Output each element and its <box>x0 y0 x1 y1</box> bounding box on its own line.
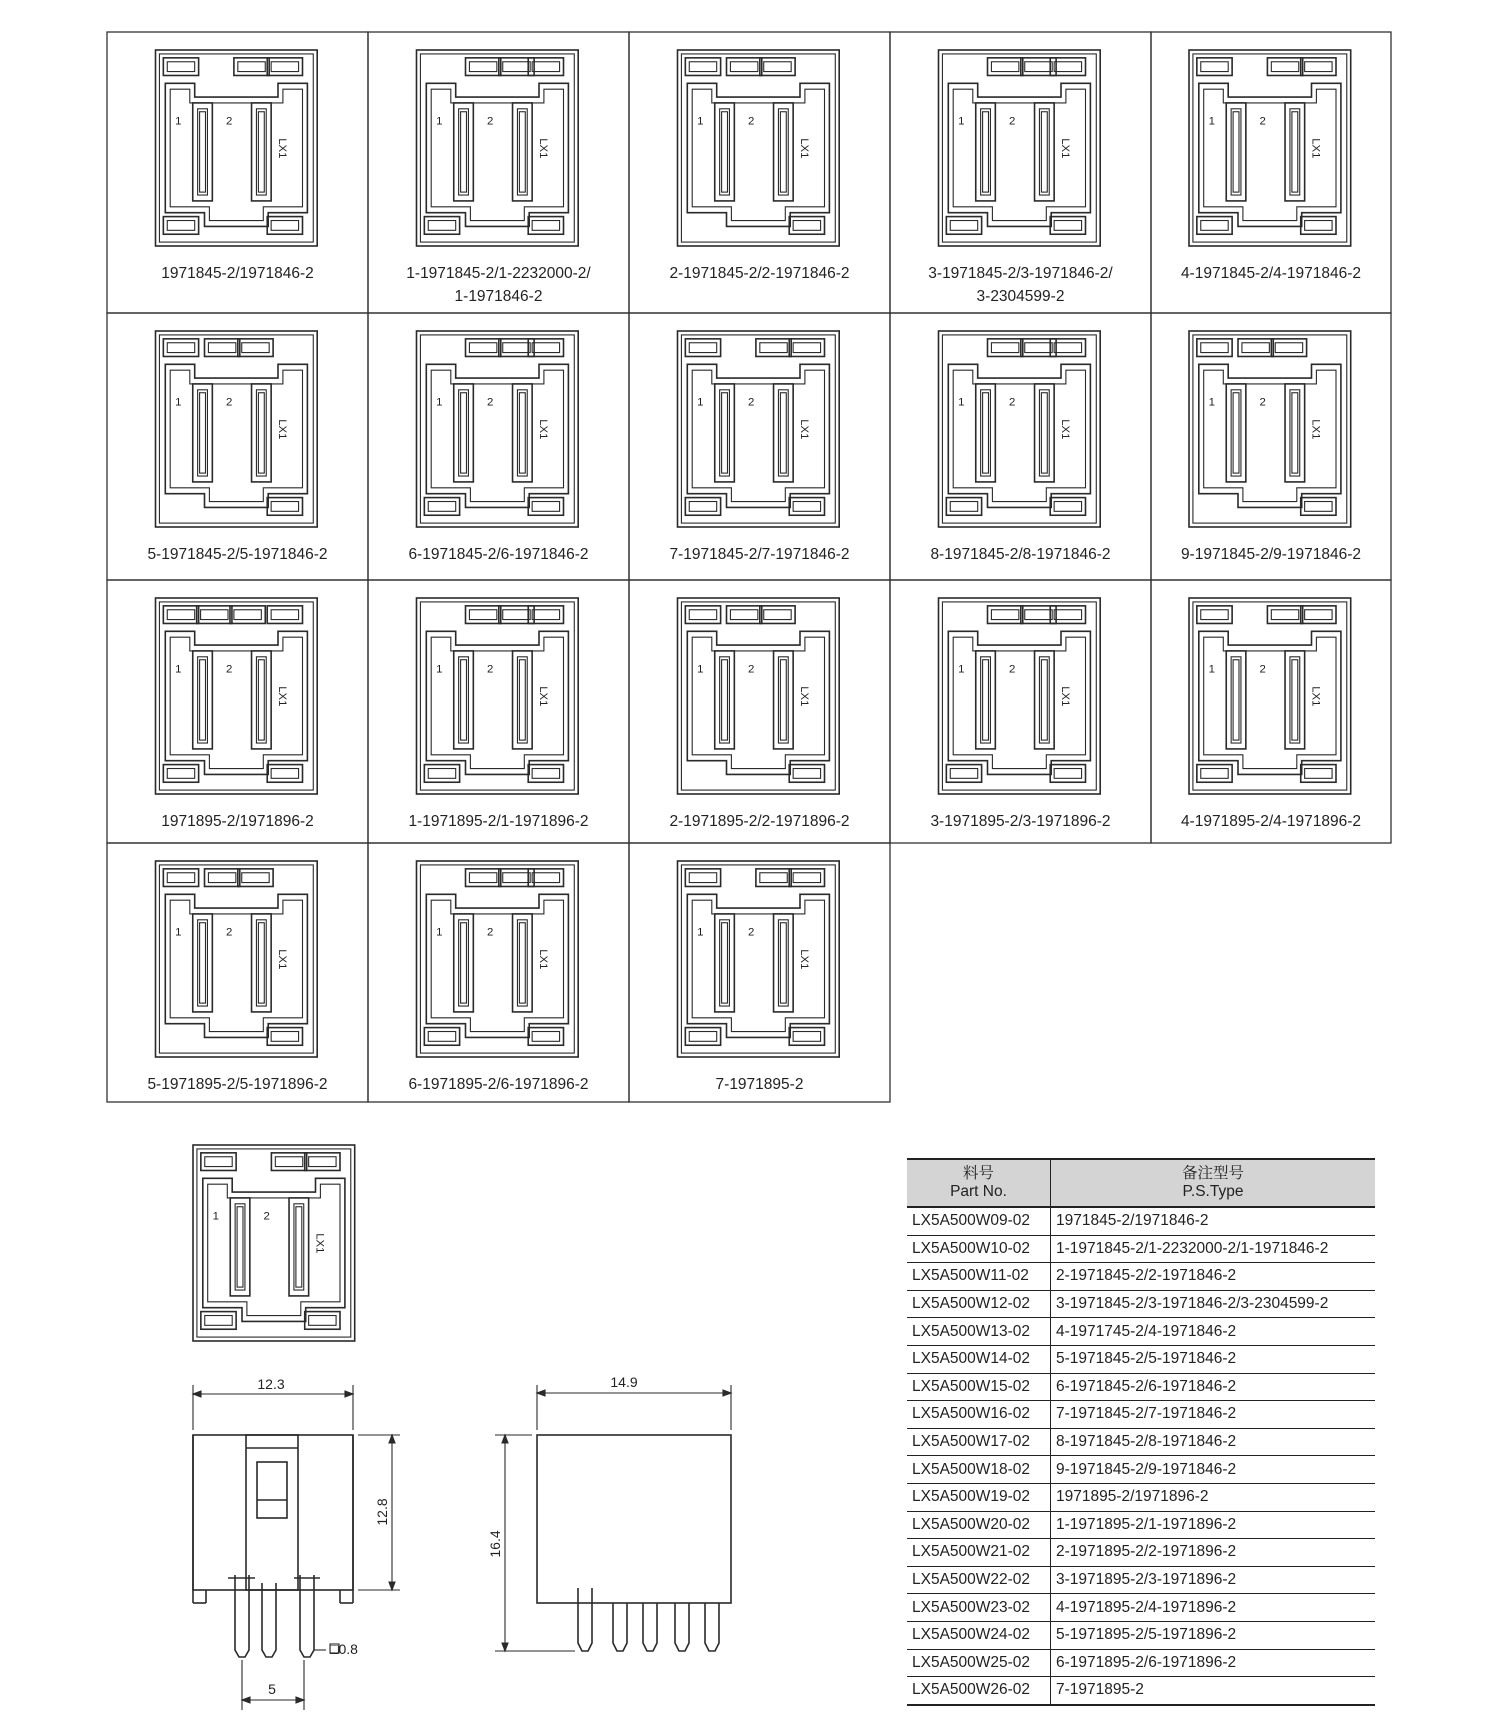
part-number-cell: LX5A500W13-02 <box>907 1318 1051 1346</box>
variant-label: 1-1971846-2 <box>454 288 543 305</box>
table-body <box>907 1207 1375 1705</box>
part-number-cell: LX5A500W15-02 <box>907 1373 1051 1401</box>
variant-label: 7-1971895-2 <box>715 1076 804 1093</box>
lx1-label: LX1 <box>1058 138 1071 159</box>
pin-2-label: 2 <box>1259 663 1266 676</box>
ps-type-cell: 1971895-2/1971896-2 <box>1051 1483 1376 1511</box>
lx1-label: LX1 <box>536 949 549 970</box>
pin-1-label: 1 <box>436 115 443 128</box>
part-no-header: 料号 Part No. <box>907 1159 1051 1207</box>
ps-type-cell: 3-1971895-2/3-1971896-2 <box>1051 1566 1376 1594</box>
pin-2-label: 2 <box>487 663 494 676</box>
lx1-label: LX1 <box>1309 686 1322 707</box>
ps-type-cell: 4-1971895-2/4-1971896-2 <box>1051 1594 1376 1622</box>
part-number-cell: LX5A500W26-02 <box>907 1677 1051 1705</box>
pin-2-label: 2 <box>226 663 233 676</box>
lx1-label: LX1 <box>536 138 549 159</box>
pin-1-label: 1 <box>175 663 182 676</box>
part-number-cell: LX5A500W14-02 <box>907 1345 1051 1373</box>
lx1-label: LX1 <box>275 686 288 707</box>
variant-label: 3-1971895-2/3-1971896-2 <box>930 813 1111 830</box>
lx1-label: LX1 <box>1309 419 1322 440</box>
ps-type-cell: 9-1971845-2/9-1971846-2 <box>1051 1456 1376 1484</box>
pin-1-label: 1 <box>175 926 182 939</box>
table-row <box>907 1511 1375 1539</box>
ps-type-cell: 1-1971845-2/1-2232000-2/1-1971846-2 <box>1051 1235 1376 1263</box>
pin-1-label: 1 <box>175 115 182 128</box>
front-pin-dim: □0.8 <box>330 1641 358 1657</box>
table-row <box>907 1290 1375 1318</box>
table-row <box>907 1539 1375 1567</box>
variant-label: 7-1971845-2/7-1971846-2 <box>669 546 850 563</box>
pin-1-label: 1 <box>1208 396 1215 409</box>
lx1-label: LX1 <box>797 949 810 970</box>
table-row <box>907 1263 1375 1291</box>
variant-label: 8-1971845-2/8-1971846-2 <box>930 546 1111 563</box>
variant-label: 5-1971895-2/5-1971896-2 <box>147 1076 328 1093</box>
variant-label: 6-1971895-2/6-1971896-2 <box>408 1076 589 1093</box>
lx1-label: LX1 <box>1058 686 1071 707</box>
front-height-dim: 12.8 <box>374 1498 390 1526</box>
lx1-label: LX1 <box>275 419 288 440</box>
part-number-cell: LX5A500W09-02 <box>907 1207 1051 1235</box>
part-number-cell: LX5A500W18-02 <box>907 1456 1051 1484</box>
table-row <box>907 1318 1375 1346</box>
variant-label: 2-1971845-2/2-1971846-2 <box>669 265 850 282</box>
side-height-dim: 16.4 <box>487 1530 503 1558</box>
pin-2-label: 2 <box>1259 115 1266 128</box>
connector-detail-top-view <box>193 1145 355 1341</box>
pin-2-label: 2 <box>226 396 233 409</box>
pin-2-label: 2 <box>487 115 494 128</box>
front-pitch-dim: 5 <box>268 1681 276 1697</box>
table-row <box>907 1677 1375 1705</box>
table-row <box>907 1456 1375 1484</box>
ps-type-cell: 2-1971845-2/2-1971846-2 <box>1051 1263 1376 1291</box>
variant-label: 3-1971845-2/3-1971846-2/ <box>928 265 1113 282</box>
pin-2-label: 2 <box>748 396 755 409</box>
table-row <box>907 1594 1375 1622</box>
ps-type-cell: 7-1971845-2/7-1971846-2 <box>1051 1401 1376 1429</box>
variant-label: 5-1971845-2/5-1971846-2 <box>147 546 328 563</box>
pin-1-label: 1 <box>697 926 704 939</box>
pin-2-label: 2 <box>487 396 494 409</box>
variant-label: 2-1971895-2/2-1971896-2 <box>669 813 850 830</box>
ps-type-cell: 4-1971745-2/4-1971846-2 <box>1051 1318 1376 1346</box>
table-row <box>907 1483 1375 1511</box>
pin-1-label: 1 <box>436 663 443 676</box>
variant-label: 1971895-2/1971896-2 <box>161 813 314 830</box>
ps-type-cell: 1-1971895-2/1-1971896-2 <box>1051 1511 1376 1539</box>
part-number-cell: LX5A500W12-02 <box>907 1290 1051 1318</box>
variant-label: 1-1971895-2/1-1971896-2 <box>408 813 589 830</box>
pin-2-label: 2 <box>1259 396 1266 409</box>
variant-label: 4-1971895-2/4-1971896-2 <box>1180 813 1362 830</box>
lx1-label: LX1 <box>536 686 549 707</box>
part-number-cell: LX5A500W24-02 <box>907 1621 1051 1649</box>
pin-1-label: 1 <box>175 396 182 409</box>
pin-1-label: 1 <box>212 1210 219 1223</box>
variant-label: 4-1971845-2/4-1971846-2 <box>1180 265 1362 282</box>
side-view <box>537 1435 731 1651</box>
ps-type-cell: 6-1971895-2/6-1971896-2 <box>1051 1649 1376 1677</box>
ps-type-cell: 1971845-2/1971846-2 <box>1051 1207 1376 1235</box>
pin-1-label: 1 <box>958 396 965 409</box>
lx1-label: LX1 <box>797 686 810 707</box>
ps-type-cell: 5-1971895-2/5-1971896-2 <box>1051 1621 1376 1649</box>
table-row <box>907 1649 1375 1677</box>
part-number-table <box>907 1158 1375 1706</box>
lx1-label: LX1 <box>275 138 288 159</box>
part-number-cell: LX5A500W17-02 <box>907 1428 1051 1456</box>
front-width-dim: 12.3 <box>257 1376 285 1392</box>
detail-top-view <box>193 1145 355 1341</box>
ps-type-cell: 6-1971845-2/6-1971846-2 <box>1051 1373 1376 1401</box>
pin-2-label: 2 <box>1009 115 1016 128</box>
table-row <box>907 1566 1375 1594</box>
ps-type-cell: 8-1971845-2/8-1971846-2 <box>1051 1428 1376 1456</box>
pin-1-label: 1 <box>436 926 443 939</box>
variant-label: 1971845-2/1971846-2 <box>161 265 314 282</box>
ps-type-cell: 7-1971895-2 <box>1051 1677 1376 1705</box>
pin-2-label: 2 <box>226 115 233 128</box>
variant-label: 1-1971845-2/1-2232000-2/ <box>406 265 591 282</box>
table-row <box>907 1621 1375 1649</box>
pin-1-label: 1 <box>1208 663 1215 676</box>
variant-label: 9-1971845-2/9-1971846-2 <box>1180 546 1362 563</box>
pin-1-label: 1 <box>697 396 704 409</box>
part-number-cell: LX5A500W19-02 <box>907 1483 1051 1511</box>
lx1-label: LX1 <box>797 138 810 159</box>
pin-1-label: 1 <box>697 115 704 128</box>
ps-type-cell: 3-1971845-2/3-1971846-2/3-2304599-2 <box>1051 1290 1376 1318</box>
pin-2-label: 2 <box>748 663 755 676</box>
front-view <box>193 1435 353 1657</box>
table-row <box>907 1207 1375 1235</box>
pin-2-label: 2 <box>1009 663 1016 676</box>
ps-type-header: 备注型号 P.S.Type <box>1051 1159 1376 1207</box>
ps-type-cell: 2-1971895-2/2-1971896-2 <box>1051 1539 1376 1567</box>
pin-2-label: 2 <box>748 926 755 939</box>
pin-1-label: 1 <box>1208 115 1215 128</box>
table-header-row <box>907 1159 1375 1207</box>
part-number-cell: LX5A500W23-02 <box>907 1594 1051 1622</box>
pin-2-label: 2 <box>487 926 494 939</box>
part-number-cell: LX5A500W22-02 <box>907 1566 1051 1594</box>
pin-2-label: 2 <box>226 926 233 939</box>
lx1-label: LX1 <box>1309 138 1322 159</box>
front-view-dimensions <box>193 1385 400 1710</box>
table-row <box>907 1235 1375 1263</box>
lx1-label: LX1 <box>275 949 288 970</box>
part-number-cell: LX5A500W20-02 <box>907 1511 1051 1539</box>
pin-1-label: 1 <box>958 663 965 676</box>
pin-1-label: 1 <box>697 663 704 676</box>
ps-type-cell: 5-1971845-2/5-1971846-2 <box>1051 1345 1376 1373</box>
lx1-label: LX1 <box>1058 419 1071 440</box>
pin-1-label: 1 <box>958 115 965 128</box>
table-row <box>907 1373 1375 1401</box>
pin-1-label: 1 <box>436 396 443 409</box>
part-number-cell: LX5A500W16-02 <box>907 1401 1051 1429</box>
lx1-label: LX1 <box>313 1233 326 1254</box>
side-width-dim: 14.9 <box>610 1374 638 1390</box>
part-number-cell: LX5A500W10-02 <box>907 1235 1051 1263</box>
lx1-label: LX1 <box>536 419 549 440</box>
part-number-cell: LX5A500W21-02 <box>907 1539 1051 1567</box>
variant-label: 6-1971845-2/6-1971846-2 <box>408 546 589 563</box>
pin-2-label: 2 <box>263 1210 270 1223</box>
table-row <box>907 1428 1375 1456</box>
lx1-label: LX1 <box>797 419 810 440</box>
table-row <box>907 1401 1375 1429</box>
variant-label: 3-2304599-2 <box>976 288 1065 305</box>
part-number-cell: LX5A500W11-02 <box>907 1263 1051 1291</box>
part-number-cell: LX5A500W25-02 <box>907 1649 1051 1677</box>
table-row <box>907 1345 1375 1373</box>
pin-2-label: 2 <box>1009 396 1016 409</box>
pin-2-label: 2 <box>748 115 755 128</box>
